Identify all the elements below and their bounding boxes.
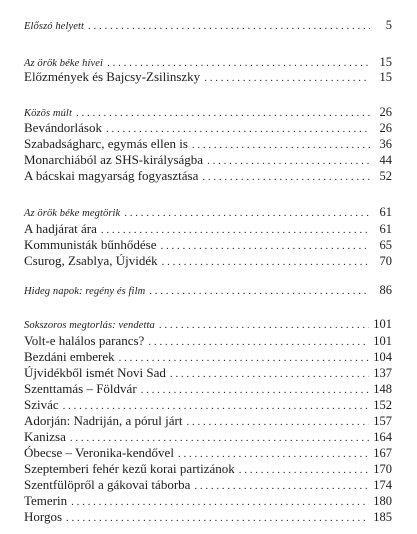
dot-leader (178, 447, 369, 462)
toc-entry-page: 61 (379, 205, 392, 219)
toc-entry-page: 36 (379, 137, 392, 151)
toc-entry-title: Monarchiából az SHS-királyságba (24, 152, 204, 167)
toc-entry-title: Volt-e halálos parancs? (24, 333, 145, 348)
toc-entry-heading (24, 18, 392, 33)
toc-entry-title: Előszó helyett (24, 21, 85, 32)
dot-leader (124, 206, 370, 221)
dot-leader (207, 154, 370, 169)
dot-leader (170, 367, 369, 382)
toc-entry-page: 170 (373, 462, 392, 476)
dot-leader (66, 511, 369, 526)
toc-entry-title: A hadjárat ára (24, 221, 97, 236)
toc-entry (24, 413, 392, 428)
toc-entry-title: Az örök béke megtörik (24, 208, 121, 219)
toc-entry-page: 164 (373, 430, 392, 444)
toc-entry-title: Sokszoros megtorlás: vendetta (24, 320, 155, 331)
dot-leader (204, 71, 370, 86)
dot-leader (63, 399, 370, 414)
dot-leader (192, 138, 370, 153)
toc-entry-page: 148 (373, 382, 392, 396)
toc-entry-title: Bevándorlások (24, 120, 102, 135)
toc-entry (24, 509, 392, 524)
dot-leader (149, 284, 370, 299)
toc-entry-page: 86 (379, 283, 392, 297)
toc-entry (24, 493, 392, 508)
toc-entry-title: Az örök béke hívei (24, 58, 104, 69)
toc-entry (24, 237, 392, 252)
dot-leader (162, 255, 370, 270)
toc-entry (24, 136, 392, 151)
toc-entry (24, 365, 392, 380)
toc-entry-title: Közös múlt (24, 108, 72, 119)
toc-entry-title: Újvidékből ismét Novi Sad (24, 365, 166, 380)
toc-entry-title: A bácskai magyarság fogyasztása (24, 168, 199, 183)
dot-leader (70, 431, 369, 446)
toc-entry-heading (24, 317, 392, 332)
toc-entry (24, 69, 392, 84)
toc-entry-page: 174 (373, 478, 392, 492)
dot-leader (141, 383, 370, 398)
toc-entry-page: 137 (373, 366, 392, 380)
dot-leader (101, 223, 370, 238)
toc-entry-page: 70 (379, 254, 392, 268)
dot-leader (161, 239, 370, 254)
toc-entry-page: 26 (379, 105, 392, 119)
dot-leader (76, 106, 370, 121)
toc-entry-page: 61 (379, 222, 392, 236)
toc-entry (24, 333, 392, 348)
toc-entry (24, 120, 392, 135)
toc-entry (24, 168, 392, 183)
toc-entry-page: 152 (373, 398, 392, 412)
toc-entry-page: 157 (373, 414, 392, 428)
toc-entry (24, 349, 392, 364)
toc-entry-title: Szenttamás – Földvár (24, 381, 137, 396)
toc-entry-heading (24, 283, 392, 298)
toc-entry-title: Temerin (24, 493, 68, 508)
toc-entry (24, 445, 392, 460)
toc-entry-title: Adorján: Nadriján, a pórul járt (24, 413, 183, 428)
toc-entry-title: Szivác (24, 397, 59, 412)
toc-entry-page: 5 (385, 18, 392, 32)
dot-leader (194, 479, 369, 494)
dot-leader (239, 463, 369, 478)
toc-entry-page: 26 (379, 121, 392, 135)
toc-entry-heading (24, 105, 392, 120)
toc-entry-page: 15 (379, 70, 392, 84)
toc-entry-title: Horgos (24, 509, 63, 524)
toc-entry-page: 101 (373, 317, 392, 331)
toc-entry-page: 15 (379, 55, 392, 69)
toc-entry (24, 152, 392, 167)
toc-entry-title: Előzmények és Bajcsy-Zsilinszky (24, 69, 201, 84)
toc-entry (24, 381, 392, 396)
toc-entry-title: Szabadságharc, egymás ellen is (24, 136, 188, 151)
dot-leader (88, 19, 370, 34)
toc-entry-title: Csurog, Zsablya, Újvidék (24, 253, 158, 268)
dot-leader (106, 122, 370, 137)
toc-entry (24, 253, 392, 268)
dot-leader (186, 415, 369, 430)
toc-entry-page: 180 (373, 494, 392, 508)
toc-entry-page: 44 (379, 153, 392, 167)
toc-entry-title: Óbecse – Veronika-kendővel (24, 445, 174, 460)
toc-entry (24, 221, 392, 236)
toc-entry-page: 185 (373, 510, 392, 524)
dot-leader (71, 495, 369, 510)
toc-entry-page: 104 (373, 350, 392, 364)
toc-entry-title: Hideg napok: regény és film (24, 286, 146, 297)
toc-entry-page: 167 (373, 446, 392, 460)
toc-entry (24, 461, 392, 476)
toc-entry-title: Szeptemberi fehér kezű korai partizánok (24, 461, 235, 476)
toc-entry-heading (24, 55, 392, 70)
dot-leader (148, 335, 369, 350)
dot-leader (202, 170, 370, 185)
toc-entry-title: Kommunisták bűnhődése (24, 237, 157, 252)
toc-entry-title: Szentfülöpről a gákovai táborba (24, 477, 191, 492)
toc-entry (24, 397, 392, 412)
dot-leader (159, 318, 369, 333)
toc-entry-page: 101 (373, 334, 392, 348)
dot-leader (119, 351, 370, 366)
toc-entry (24, 477, 392, 492)
toc-entry-page: 65 (379, 238, 392, 252)
toc-entry-title: Bezdáni emberek (24, 349, 115, 364)
toc-entry-title: Kanizsa (24, 429, 66, 444)
toc-entry (24, 429, 392, 444)
toc-entry-page: 52 (379, 169, 392, 183)
toc-entry-heading (24, 205, 392, 220)
